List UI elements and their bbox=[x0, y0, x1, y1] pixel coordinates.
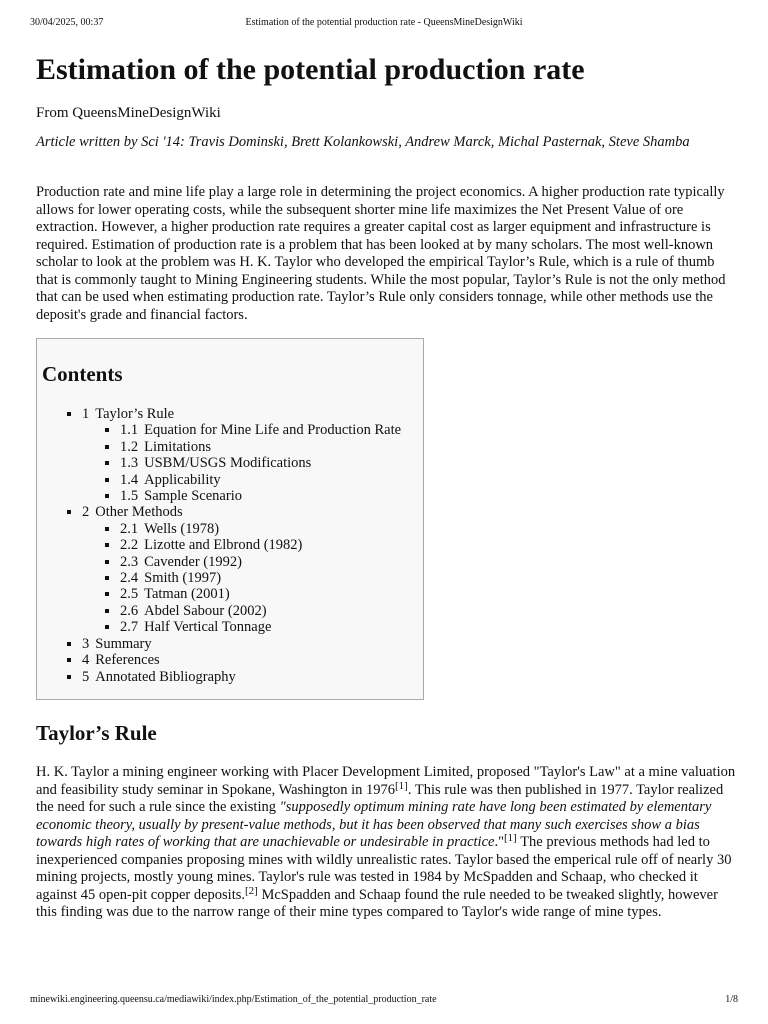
toc-link[interactable]: Tatman (2001) bbox=[144, 586, 230, 603]
print-title: Estimation of the potential production rate - QueensMineDesignWiki bbox=[245, 17, 523, 28]
toc-link[interactable]: Smith (1997) bbox=[144, 570, 222, 587]
toc-number: 2.6 bbox=[120, 602, 139, 619]
toc-item[interactable] bbox=[82, 669, 418, 685]
toc-number: 2.1 bbox=[120, 520, 139, 537]
print-footer bbox=[30, 994, 738, 1005]
print-url: minewiki.engineering.queensu.ca/mediawiki/index.php/Estimation_of_the_potential_production_rate bbox=[30, 994, 437, 1005]
toc-link[interactable]: Annotated Bibliography bbox=[95, 668, 236, 685]
toc-item[interactable] bbox=[82, 652, 418, 668]
print-datetime: 30/04/2025, 00:37 bbox=[30, 17, 104, 28]
toc-link[interactable]: Sample Scenario bbox=[144, 488, 242, 505]
toc-subitem[interactable] bbox=[120, 570, 418, 586]
toc-link[interactable]: References bbox=[95, 652, 160, 669]
toc-number: 2.7 bbox=[120, 619, 139, 636]
toc-subitem[interactable] bbox=[120, 603, 418, 619]
toc-subitem[interactable] bbox=[120, 422, 418, 438]
toc-subitem[interactable] bbox=[120, 439, 418, 455]
site-subtitle: From QueensMineDesignWiki bbox=[36, 105, 221, 121]
toc-list bbox=[42, 406, 418, 685]
toc-subitem[interactable] bbox=[120, 537, 418, 553]
toc-number: 2.3 bbox=[120, 553, 139, 570]
section-heading-taylors-rule: Taylor’s Rule bbox=[36, 721, 157, 745]
table-of-contents bbox=[36, 338, 424, 700]
toc-link[interactable]: USBM/USGS Modifications bbox=[144, 455, 312, 472]
toc-sublist bbox=[82, 521, 418, 636]
toc-link[interactable]: Wells (1978) bbox=[144, 520, 220, 537]
toc-number: 2 bbox=[82, 504, 90, 521]
toc-heading: Contents bbox=[42, 362, 123, 386]
toc-subitem[interactable] bbox=[120, 521, 418, 537]
toc-link[interactable]: Other Methods bbox=[95, 504, 183, 521]
page-number: 1/8 bbox=[725, 994, 738, 1005]
paragraph-text: The previous methods had led to inexperienced companies proposing mines with wildly unrealistic rates. Taylor based the emperical rule off of nearly 30 mining projects, mostly young mines. Taylor's rule was tested in 1984 by McSpadden and Schaap, who checked it against 45 open-pit copper deposits. bbox=[36, 834, 732, 903]
toc-link[interactable]: Limitations bbox=[144, 438, 211, 455]
print-header bbox=[30, 17, 738, 28]
toc-number: 2.4 bbox=[120, 570, 139, 587]
paragraph-text: H. K. Taylor a mining engineer working with Placer Development Limited, proposed "Taylor's Law" at a mine valuation and feasibility study seminar in Spokane, Washington in 1976 bbox=[36, 764, 736, 798]
intro-paragraph: Production rate and mine life play a large role in determining the project economics. A higher production rate typically allows for lower operating costs, while the subsequent shorter mine life maximizes the Net Present Value of ore extraction. However, a higher production rate requires a greater capital cost as larger equipment and infrastructure is required. Estimation of production rate is a problem that has been looked at by many scholars. The most well-known scholar to look at the problem was H. K. Taylor who developed the empirical Taylor’s Rule, which is a rule of thumb that is commonly taught to Mining Engineering students. While the most popular, Taylor’s Rule is not the only method that can be used when estimating production rate. Taylor’s Rule only considers tonnage, while other methods use the deposit's grade and financial factors. bbox=[36, 184, 726, 323]
section-paragraph bbox=[36, 764, 736, 922]
toc-subitem[interactable] bbox=[120, 455, 418, 471]
article-content bbox=[36, 50, 736, 922]
toc-subitem[interactable] bbox=[120, 554, 418, 570]
toc-link[interactable]: Half Vertical Tonnage bbox=[144, 619, 272, 636]
toc-link[interactable]: Summary bbox=[95, 635, 152, 652]
toc-subitem[interactable] bbox=[120, 472, 418, 488]
reference-link[interactable]: [1] bbox=[504, 832, 517, 844]
toc-subitem[interactable] bbox=[120, 586, 418, 602]
toc-number: 4 bbox=[82, 652, 90, 669]
toc-subitem[interactable] bbox=[120, 619, 418, 635]
reference-link[interactable]: [2] bbox=[245, 884, 258, 897]
paragraph-text: . This rule was then published in 1977. Taylor realized the need for such a rule since the existing bbox=[36, 781, 724, 815]
toc-number: 1 bbox=[82, 406, 90, 422]
paragraph-text: McSpadden and Schaap found the rule needed to be tweaked slightly, however this finding was due to the narrow range of their mine types compared to Taylor's wide range of mine types. bbox=[36, 886, 718, 920]
reference-link[interactable]: [1] bbox=[395, 779, 408, 792]
toc-subitem[interactable] bbox=[120, 488, 418, 504]
toc-link[interactable]: Cavender (1992) bbox=[144, 553, 242, 570]
taylor-quote: "supposedly optimum mining rate have long been estimated by elementary economic theory, usually by present-value methods, but it has been observed that many such exercises show a bias towards high rates of working that are unachievable or undesirable in practice bbox=[36, 799, 712, 850]
toc-number: 1.5 bbox=[120, 488, 139, 505]
toc-link[interactable]: Lizotte and Elbrond (1982) bbox=[144, 537, 303, 554]
article-byline: Article written by Sci '14: Travis Dominski, Brett Kolankowski, Andrew Marck, Michal Pasternak, Steve Shamba bbox=[36, 134, 690, 150]
toc-sublist bbox=[82, 422, 418, 504]
toc-number: 2.2 bbox=[120, 537, 139, 554]
toc-item[interactable] bbox=[82, 636, 418, 652]
toc-item[interactable] bbox=[82, 504, 418, 635]
toc-link[interactable]: Equation for Mine Life and Production Rate bbox=[144, 422, 402, 439]
toc-item[interactable] bbox=[82, 406, 418, 504]
toc-number: 5 bbox=[82, 668, 90, 685]
page-title: Estimation of the potential production rate bbox=[36, 53, 585, 86]
toc-link[interactable]: Taylor’s Rule bbox=[95, 406, 175, 422]
toc-number: 3 bbox=[82, 635, 90, 652]
toc-number: 2.5 bbox=[120, 586, 139, 603]
toc-link[interactable]: Applicability bbox=[144, 471, 221, 488]
toc-number: 1.3 bbox=[120, 455, 139, 472]
toc-number: 1.2 bbox=[120, 438, 139, 455]
toc-link[interactable]: Abdel Sabour (2002) bbox=[144, 602, 267, 619]
toc-number: 1.4 bbox=[120, 471, 139, 488]
toc-number: 1.1 bbox=[120, 422, 139, 439]
paragraph-text: ." bbox=[494, 834, 504, 850]
